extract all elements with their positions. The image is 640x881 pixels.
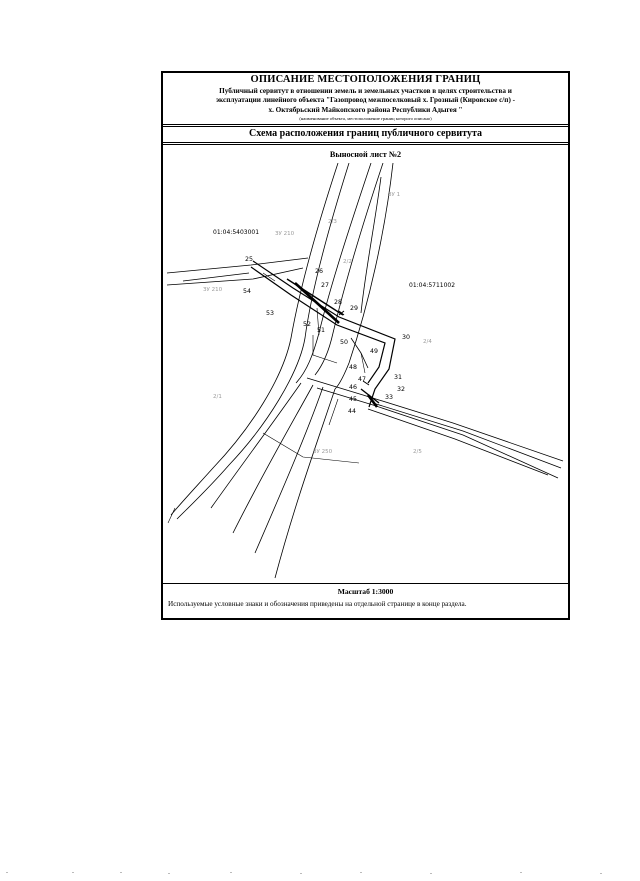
cadastral-number: 01:04:5403001 <box>213 229 260 236</box>
svg-text:ЗУ 210: ЗУ 210 <box>275 231 295 237</box>
svg-text:ЗУ 210: ЗУ 210 <box>203 287 223 293</box>
divider <box>163 124 568 125</box>
divider <box>163 126 568 127</box>
point-number: 45 <box>349 396 358 403</box>
schema-title: Схема расположения границ публичного сервитута <box>248 128 482 139</box>
description-line: х. Октябрьский Майкопского района Республики Адыгея " <box>268 105 463 114</box>
divider <box>163 142 568 143</box>
point-number: 31 <box>394 374 403 381</box>
point-number: 26 <box>315 268 324 275</box>
scale-label: Масштаб 1:3000 <box>337 587 394 596</box>
svg-text:2/3: 2/3 <box>328 219 337 225</box>
point-number: 52 <box>303 321 312 328</box>
point-number: 48 <box>349 364 358 371</box>
point-number: 28 <box>334 299 343 306</box>
cadastral-map <box>163 163 568 583</box>
point-number: 32 <box>397 386 406 393</box>
point-number: 53 <box>266 310 275 317</box>
point-number: 44 <box>348 408 357 415</box>
svg-text:2/1: 2/1 <box>213 394 222 400</box>
point-number: 33 <box>385 394 394 401</box>
point-number: 47 <box>358 376 367 383</box>
point-number: 30 <box>402 334 411 341</box>
point-number: 27 <box>321 282 330 289</box>
description-line: эксплуатации линейного объекта "Газопровод межпоселковый х. Грозный (Кировское с/п) - <box>215 96 516 105</box>
point-number: 51 <box>317 327 326 334</box>
divider <box>163 144 568 145</box>
object-description <box>169 87 562 115</box>
document-title: ОПИСАНИЕ МЕСТОПОЛОЖЕНИЯ ГРАНИЦ <box>250 74 481 85</box>
point-number: 25 <box>245 256 254 263</box>
point-number: 29 <box>350 305 359 312</box>
point-number: 50 <box>340 339 349 346</box>
svg-text:ЗУ 1: ЗУ 1 <box>388 192 401 198</box>
svg-text:2/4: 2/4 <box>423 339 432 345</box>
point-number: 46 <box>349 384 358 391</box>
point-number: 49 <box>370 348 379 355</box>
document-frame <box>161 71 570 620</box>
sheet-title: Выносной лист №2 <box>329 150 402 159</box>
svg-text:2/2: 2/2 <box>343 259 352 265</box>
point-number: 54 <box>243 288 252 295</box>
object-caption: (наименование объекта, местоположение границ которого описано) <box>299 116 432 121</box>
svg-text:2/5: 2/5 <box>413 449 422 455</box>
legend-note: Используемые условные знаки и обозначения приведены на отдельной странице в конце раздела. <box>168 600 467 608</box>
divider <box>163 583 568 584</box>
description-line: Публичный сервитут в отношении земель и земельных участков в целях строительства и <box>219 87 512 95</box>
svg-text:ЗУ 250: ЗУ 250 <box>313 449 333 455</box>
cadastral-number: 01:04:5711002 <box>409 282 456 289</box>
